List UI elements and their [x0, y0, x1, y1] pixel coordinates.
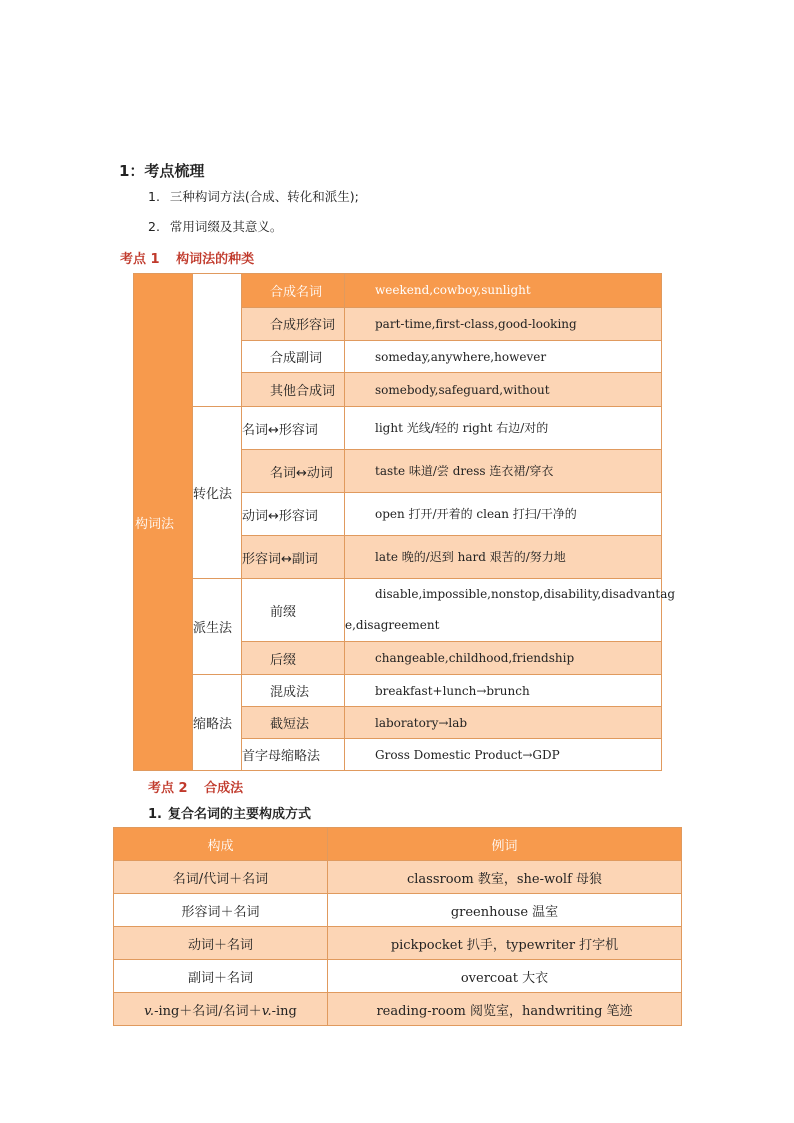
group-name-cell: 缩略法	[193, 675, 242, 771]
type-cell: 首字母缩略法	[242, 739, 345, 771]
example-cell: weekend,cowboy,sunlight	[345, 274, 662, 308]
example-cell: laboratory→lab	[345, 707, 662, 739]
topic-label: 考点 1	[120, 252, 160, 267]
type-cell: 名词↔形容词	[242, 407, 345, 450]
section-heading: 1：考点梳理	[119, 162, 205, 180]
sub-heading-number: 1.	[148, 807, 162, 822]
column-header: 构成	[114, 828, 328, 861]
sub-heading-text: 复合名词的主要构成方式	[167, 807, 311, 822]
root-category-cell: 构词法	[134, 274, 193, 771]
list-number: 2.	[148, 219, 160, 234]
topic-title: 构词法的种类	[176, 252, 255, 267]
word-formation-table	[133, 273, 676, 771]
list-number: 1.	[148, 189, 160, 204]
group-name-cell: 转化法	[193, 407, 242, 579]
list-item	[148, 187, 359, 205]
type-cell: 形容词↔副词	[242, 536, 345, 579]
type-cell: 合成形容词	[242, 307, 345, 341]
example-cell: late 晚的/迟到 hard 艰苦的/努力地	[345, 536, 662, 579]
group-name-cell	[193, 274, 242, 407]
form-part: -ing＋名词/名词＋	[154, 1003, 262, 1019]
group-name-part: 合	[221, 320, 235, 335]
example-cell: part-time,first-class,good-looking	[345, 307, 662, 341]
form-cell: 副词＋名词	[114, 960, 328, 993]
form-cell: 形容词＋名词	[114, 894, 328, 927]
group-name-part: 成法	[194, 349, 221, 364]
example-cell: changeable,childhood,friendship	[345, 642, 662, 675]
example-cell: someday,anywhere,however	[345, 341, 662, 373]
example-cell: Gross Domestic Product→GDP	[345, 739, 662, 771]
topic-heading-2	[148, 777, 243, 796]
column-header: 例词	[328, 828, 682, 861]
form-part: v.	[261, 1003, 272, 1019]
table-row	[114, 960, 682, 993]
example-cell: taste 味道/尝 dress 连衣裙/穿衣	[345, 450, 662, 493]
compound-noun-table	[113, 827, 682, 1026]
list-text: 常用词缀及其意义。	[169, 219, 283, 234]
example-line: disable,impossible,nonstop,disability,disadvantag	[375, 587, 676, 601]
type-cell: 合成名词	[242, 274, 345, 308]
topic-heading-1	[120, 248, 254, 267]
table-row	[114, 894, 682, 927]
form-part: -ing	[271, 1003, 297, 1019]
type-cell: 其他合成词	[242, 373, 345, 407]
example-cell: pickpocket 扒手，typewriter 打字机	[328, 927, 682, 960]
type-cell: 名词↔动词	[242, 450, 345, 493]
table-row	[114, 927, 682, 960]
example-cell: greenhouse 温室	[328, 894, 682, 927]
example-cell: light 光线/轻的 right 右边/对的	[345, 407, 662, 450]
group-name-cell: 派生法	[193, 579, 242, 675]
type-cell: 合成副词	[242, 341, 345, 373]
list-text: 三种构词方法(合成、转化和派生);	[169, 189, 359, 204]
form-cell: 动词＋名词	[114, 927, 328, 960]
topic-title: 合成法	[204, 781, 244, 796]
sub-heading	[148, 803, 311, 822]
example-cell: somebody,safeguard,without	[345, 373, 662, 407]
type-cell: 前缀	[242, 579, 345, 642]
topic-label: 考点 2	[148, 781, 188, 796]
table-row	[114, 861, 682, 894]
form-part: v.	[144, 1003, 155, 1019]
form-cell	[114, 993, 328, 1026]
type-cell: 后缀	[242, 642, 345, 675]
example-cell: breakfast+lunch→brunch	[345, 675, 662, 707]
table-row	[114, 993, 682, 1026]
example-line: e,disagreement	[345, 618, 440, 632]
example-cell	[345, 579, 676, 642]
type-cell: 混成法	[242, 675, 345, 707]
example-cell: classroom 教室，she-wolf 母狼	[328, 861, 682, 894]
example-cell: reading-room 阅览室，handwriting 笔迹	[328, 993, 682, 1026]
example-cell: overcoat 大衣	[328, 960, 682, 993]
type-cell: 动词↔形容词	[242, 493, 345, 536]
type-cell: 截短法	[242, 707, 345, 739]
example-cell: open 打开/开着的 clean 打扫/干净的	[345, 493, 662, 536]
form-cell: 名词/代词＋名词	[114, 861, 328, 894]
list-item	[148, 217, 282, 235]
